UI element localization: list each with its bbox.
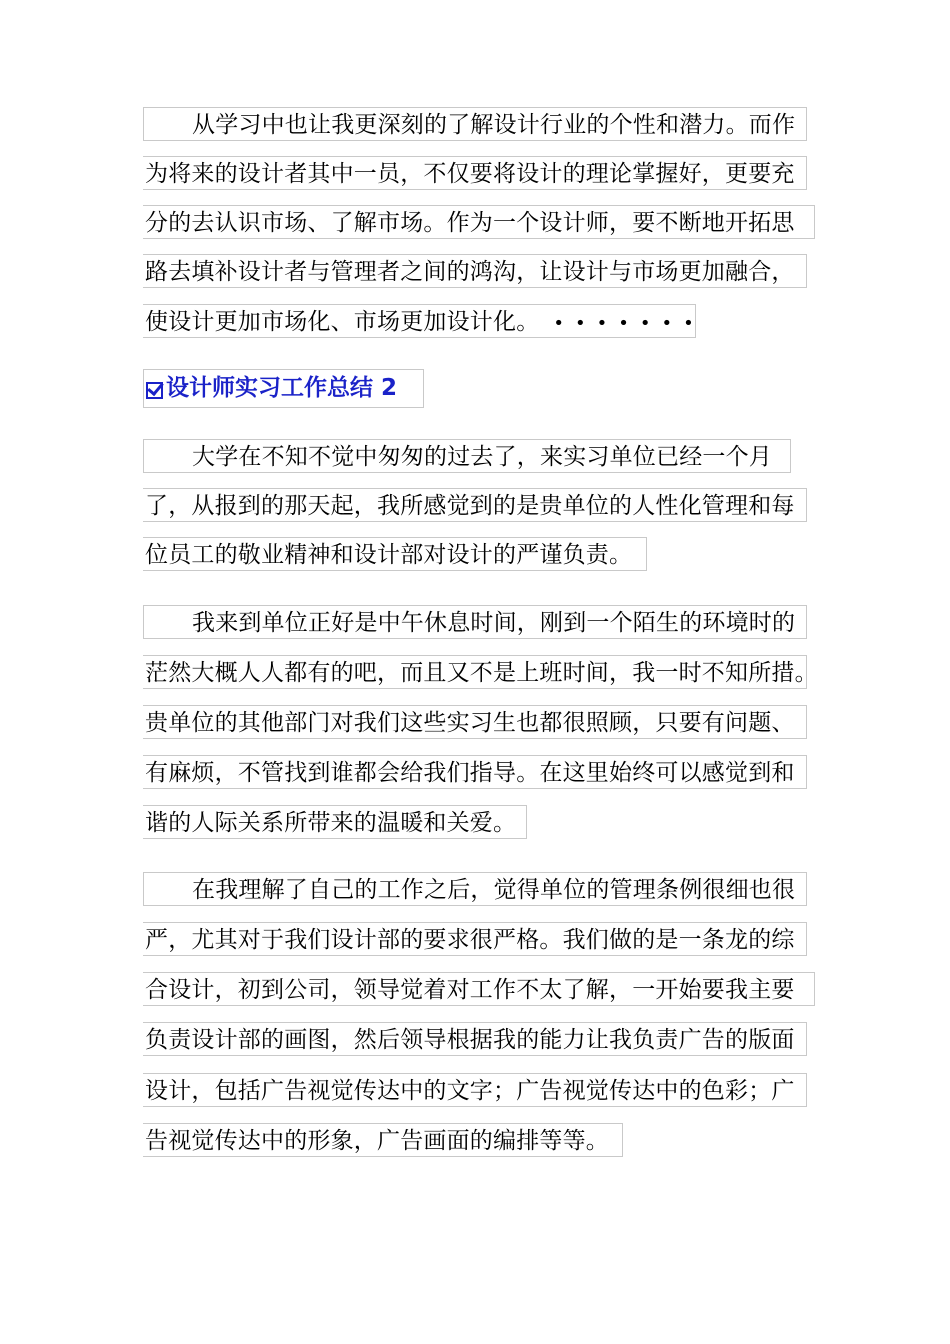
paragraph-line: 了，从报到的那天起，我所感觉到的是贵单位的人性化管理和每 [143, 488, 807, 522]
paragraph-line: 负责设计部的画图，然后领导根据我的能力让我负责广告的版面 [143, 1022, 807, 1056]
paragraph-line: 告视觉传达中的形象，广告画面的编排等等。 [143, 1123, 623, 1157]
paragraph-line: 有麻烦，不管找到谁都会给我们指导。在这里始终可以感觉到和 [143, 755, 807, 789]
paragraph-line: 谐的人际关系所带来的温暖和关爱。 [143, 805, 527, 839]
intro-line: 从学习中也让我更深刻的了解设计行业的个性和潜力。而作 [143, 107, 807, 141]
intro-line: 使设计更加市场化、市场更加设计化。 ••••••• [143, 304, 696, 338]
checkbox-checked-icon [146, 382, 163, 399]
paragraph-line: 我来到单位正好是中午休息时间，刚到一个陌生的环境时的 [143, 605, 807, 639]
trailing-dots: ••••••• [553, 313, 705, 334]
paragraph-line: 严，尤其对于我们设计部的要求很严格。我们做的是一条龙的综 [143, 922, 807, 956]
intro-line: 分的去认识市场、了解市场。作为一个设计师，要不断地开拓思 [143, 205, 815, 239]
section-heading [143, 369, 424, 408]
paragraph-line: 设计，包括广告视觉传达中的文字；广告视觉传达中的色彩；广 [143, 1073, 807, 1107]
section-heading-title: 设计师实习工作总结 2 [166, 375, 398, 401]
paragraph-line: 位员工的敬业精神和设计部对设计的严谨负责。 [143, 537, 647, 571]
paragraph-line: 茫然大概人人都有的吧，而且又不是上班时间，我一时不知所措。 [143, 655, 807, 689]
paragraph-line: 在我理解了自己的工作之后，觉得单位的管理条例很细也很 [143, 872, 807, 906]
paragraph-line: 贵单位的其他部门对我们这些实习生也都很照顾，只要有问题、 [143, 705, 807, 739]
intro-line: 路去填补设计者与管理者之间的鸿沟，让设计与市场更加融合， [143, 254, 807, 288]
paragraph-line: 大学在不知不觉中匆匆的过去了，来实习单位已经一个月 [143, 439, 791, 473]
intro-line: 为将来的设计者其中一员，不仅要将设计的理论掌握好，更要充 [143, 156, 807, 190]
paragraph-line: 合设计，初到公司，领导觉着对工作不太了解，一开始要我主要 [143, 972, 815, 1006]
